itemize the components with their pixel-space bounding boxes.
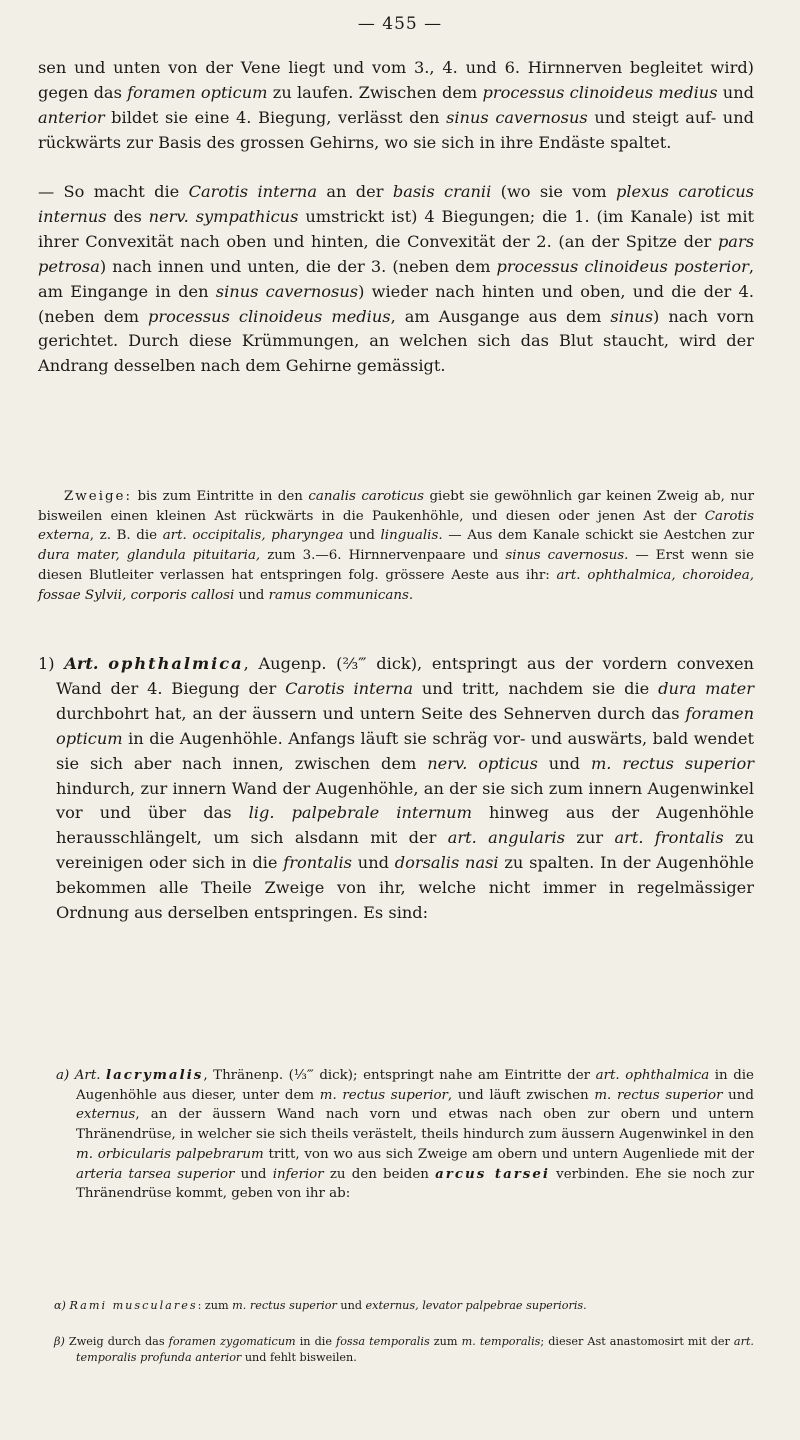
text: hindurch, zur innern Wand der Augenhöhle, an der sie sich zum innern Augenwinkel vor und über das [56,778,754,823]
latin-term: frontalis [283,853,352,873]
text: sen und unten von der Vene liegt und vom 3., 4. und 6. Hirnnerven begleitet wird) gegen das [38,58,754,102]
text: an der [317,182,393,201]
latin-term: art. occipitalis, pharyngea [162,528,344,544]
text: durchbohrt hat, an der äussern und untern Seite des Sehnerven durch das [56,703,686,723]
entry-label: a) Art. [56,1068,101,1083]
latin-term: plexus caroticus internus [38,182,754,226]
latin-term: sinus cavernosus. [505,548,629,564]
text: und [717,82,755,102]
text: ) wieder nach hinten und oben, und die der 4. (neben dem [38,281,754,326]
latin-term: sinus [610,306,654,326]
latin-term: nerv. opticus [427,753,538,773]
text: in die Augenhöhle. Anfangs läuft sie schräg vor- und auswärts, bald wendet sie sich aber nach innen, zwischen dem [56,728,754,773]
entry-label: α) [54,1299,66,1312]
entry-zweig-zygomaticum [38,1334,754,1365]
text: — So macht die [38,182,189,201]
text: zum 3.—6. Hirnnervenpaare und [260,548,506,564]
latin-term: m. rectus superior [319,1087,448,1103]
latin-term: canalis caroticus [308,489,424,504]
latin-term: m. rectus superior [594,1087,723,1103]
latin-term: m. rectus superior [590,753,754,773]
entry-heading-name: ophthalmica [108,654,244,673]
text: und [722,1087,754,1103]
text: und [537,753,591,773]
entry-art-lacrymalis [38,1066,754,1204]
entry-rami-musculares [38,1298,754,1314]
text: , und läuft zwischen [447,1087,595,1103]
text: und [351,853,395,873]
entry-label: β) [54,1335,65,1348]
latin-term: fossa temporalis [336,1335,430,1348]
text: umstrickt ist) 4 Biegungen; die 1. (im Kanale) ist mit ihrer Convexität nach oben und hinten, die Convexität der 2. (an der Spitze der [38,206,755,251]
text: und [343,528,381,544]
entry-heading-name: lacrymalis [106,1067,204,1083]
text: bis zum Eintritte in den [131,489,309,504]
text: , z. B. die [89,528,163,544]
latin-term: pars petrosa [38,231,754,276]
paragraph-continuation [38,56,754,156]
text: und [336,1299,366,1312]
page-number: — 455 — [357,14,443,34]
latin-term: sinus cavernosus [215,281,359,301]
text: zu den beiden [323,1166,436,1182]
text: in die Augenhöhle aus dieser, unter dem [76,1068,754,1103]
latin-term: externus [76,1107,136,1123]
paragraph-zweige [38,487,754,605]
latin-term: foramen opticum [127,82,268,102]
latin-term: lig. palpebrale internum [248,803,472,823]
latin-term: Carotis interna [188,182,317,201]
latin-term: foramen opticum [56,703,754,748]
text: bildet sie eine 4. Biegung, verlässt den [104,107,447,127]
entry-heading-name: Rami musculares [69,1299,198,1312]
text: zur [565,828,615,848]
text: verbinden. Ehe sie noch zur Thränendrüse kommt, geben von ihr ab: [76,1166,754,1202]
text: zu vereinigen oder sich in die [56,828,754,873]
latin-term: arteria tarsea superior [76,1166,235,1182]
latin-term: foramen zygomaticum [168,1335,296,1348]
text: : zum [197,1299,233,1312]
latin-term: ramus communicans. [268,587,414,603]
latin-term: art. temporalis profunda anterior [76,1335,754,1364]
text: zu laufen. Zwischen dem [267,82,483,102]
latin-term: art. angularis [447,828,566,848]
latin-term: processus clinoideus medius [482,82,718,102]
latin-term: dura mater, glandula pituitaria, [38,548,261,564]
text: des [106,206,149,226]
text: (wo sie vom [491,182,616,201]
text: hinweg aus der Augenhöhle herausschlängelt, um sich alsdann mit der [56,803,755,848]
latin-term: arcus tarsei [435,1165,550,1182]
latin-term: Carotis interna [285,678,413,698]
text: , an der äussern Wand nach vorn und etwas nach oben zur obern und untern Thränendrüse, in welcher sie sich theils verästelt, theils hindurch zum äussern Augenwinkel in den [76,1107,754,1143]
text: ; dieser Ast anastomosirt mit der [540,1335,734,1348]
section-label: Zweige: [64,489,132,504]
text: und fehlt bisweilen. [241,1350,357,1364]
latin-term: art. ophthalmica, choroidea, fossae Sylvii, corporis callosi [38,567,754,603]
text: , am Eingange in den [38,256,754,301]
text: in die [295,1335,337,1348]
latin-term: art. ophthalmica [595,1068,710,1083]
text: , Augenp. (⅔‴ dick), entspringt aus der vordern convexen Wand der 4. Biegung der [56,654,754,698]
text: — Erst wenn sie diesen Blutleiter verlassen hat entspringen folg. grössere Aeste aus ihr: [38,548,754,583]
text: tritt, von wo aus sich Zweige am obern und untern Augenliede mit der [263,1146,754,1162]
latin-term: inferior [272,1166,324,1182]
text: , Thränenp. (⅓‴ dick); entspringt nahe am Eintritte der [203,1068,596,1083]
latin-term: dura mater [658,678,754,698]
latin-term: externus, levator palpebrae superioris. [365,1299,587,1312]
latin-term: Carotis externa [38,508,754,544]
latin-term: art. frontalis [614,828,724,848]
latin-term: nerv. sympathicus [148,206,299,226]
text: und [234,1166,273,1182]
entry-art-ophthalmica [38,652,754,926]
text: ) nach vorn gerichtet. Durch diese Krümmungen, an welchen sich das Blut staucht, wird der Andrang desselben nach dem Gehirne gemässigt. [38,306,755,376]
text: , am Ausgange aus dem [390,306,611,326]
text: und steigt auf- und rückwärts zur Basis des grossen Gehirns, wo sie sich in ihre Endäste spaltet. [38,107,754,152]
text: und [234,587,269,603]
latin-term: dorsalis nasi [394,853,499,873]
text: Zweig durch das [64,1335,169,1348]
entry-heading: Art. [64,654,99,673]
latin-term: m. orbicularis palpebrarum [76,1146,264,1162]
latin-term: m. temporalis [461,1335,541,1348]
latin-term: lingualis. [380,528,443,544]
text: ) nach innen und unten, die der 3. (neben dem [99,256,497,276]
latin-term: sinus cavernosus [446,107,588,127]
text: zum [429,1335,462,1348]
latin-term: basis cranii [392,182,492,201]
latin-term: anterior [38,107,105,127]
text: — Aus dem Kanale schickt sie Aestchen zur [442,528,754,544]
text: zu spalten. In der Augenhöhle bekommen alle Theile Zweige von ihr, welche nicht immer in regelmässiger Ordnung aus derselben entspringen. Es sind: [56,853,755,923]
entry-number: 1) [38,654,55,673]
latin-term: processus clinoideus posterior [496,256,749,276]
latin-term: processus clinoideus medius [148,306,391,326]
paragraph-curvatures [38,180,754,379]
text: giebt sie gewöhnlich gar keinen Zweig ab, nur bisweilen einen kleinen Ast rückwärts in die Paukenhöhle, und diesen oder jenen Ast der [38,489,755,524]
latin-term: m. rectus superior [232,1299,337,1312]
text: und tritt, nachdem sie die [412,678,659,698]
